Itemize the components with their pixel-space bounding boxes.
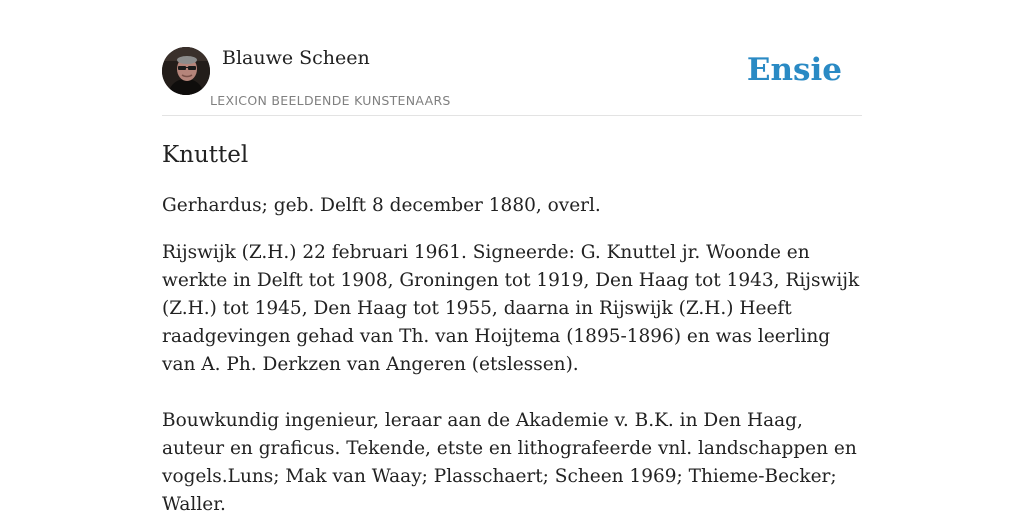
entry-paragraph: Gerhardus; geb. Delft 8 december 1880, overl. bbox=[162, 195, 601, 216]
lexicon-subtitle[interactable]: LEXICON BEELDENDE KUNSTENAARS bbox=[210, 93, 451, 108]
entry-title: Knuttel bbox=[162, 142, 249, 168]
ensie-logo[interactable]: Ensie bbox=[746, 52, 842, 88]
entry-paragraph: Bouwkundig ingenieur, leraar aan de Akademie v. B.K. in Den Haag, auteur en graficus. Tekende, etste en lithografeerde vnl. landschappen en vogels.Luns; Mak van Waay; Plasschaert; Scheen 1969; Thieme-Becker; Waller. bbox=[162, 410, 857, 515]
author-photo bbox=[162, 47, 210, 95]
header-divider bbox=[162, 115, 862, 116]
author-name[interactable]: Blauwe Scheen bbox=[222, 47, 370, 69]
article-page bbox=[162, 0, 862, 515]
entry-paragraph: Rijswijk (Z.H.) 22 februari 1961. Signeerde: G. Knuttel jr. Woonde en werkte in Delft tot 1908, Groningen tot 1919, Den Haag tot 1943, Rijswijk (Z.H.) tot 1945, Den Haag tot 1955, daarna in Rijswijk (Z.H.) Heeft raadgevingen gehad van Th. van Hoijtema (1895-1896) en was leerling van A. Ph. Derkzen van Angeren (etslessen). bbox=[162, 242, 860, 375]
author-avatar[interactable] bbox=[162, 47, 210, 95]
